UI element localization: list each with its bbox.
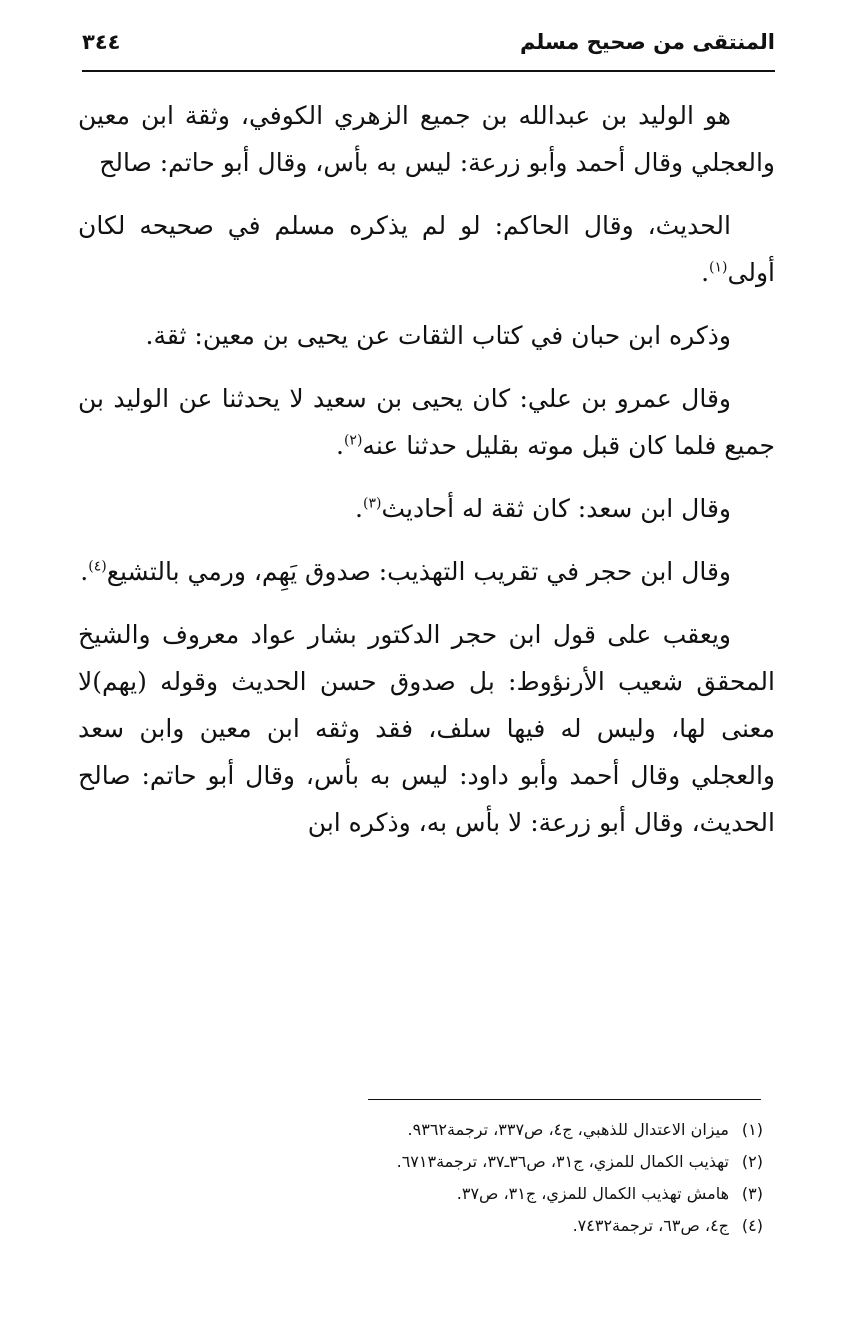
paragraph-end: . [355, 494, 363, 523]
page-header [82, 28, 775, 72]
paragraph-2 [78, 202, 775, 296]
paragraph-7 [78, 611, 775, 846]
paragraph-end: . [701, 258, 710, 287]
paragraph-5 [78, 485, 775, 532]
paragraph-text: هو الوليد بن عبدالله بن جميع الزهري الكوفي، وثقة ابن معين والعجلي وقال أحمد وأبو زرعة: ليس به بأس، وقال أبو حاتم: صالح [78, 101, 775, 177]
page-number: ٣٤٤ [82, 30, 121, 54]
paragraph-text: وقال ابن سعد: كان ثقة له أحاديث [381, 494, 731, 523]
footnote-text: ميزان الاعتدال للذهبي، ج٤، ص٣٣٧، ترجمة٩٣٦٢. [407, 1120, 729, 1139]
paragraph-end: . [80, 557, 89, 586]
running-title: المنتقى من صحيح مسلم [519, 30, 775, 54]
footnote-1 [163, 1114, 763, 1146]
paragraph-end: . [336, 431, 344, 460]
paragraph-text: وقال عمرو بن علي: كان يحيى بن سعيد لا يحدثنا عن الوليد بن جميع فلما كان قبل موته بقليل حدثنا عنه [78, 384, 775, 460]
footnote-number: (٣) [741, 1184, 763, 1203]
footnote-divider [368, 1099, 761, 1100]
footnote-ref[interactable]: (١) [709, 259, 728, 276]
paragraph-text: وذكره ابن حبان في كتاب الثقات عن يحيى بن معين: ثقة. [145, 321, 731, 350]
paragraph-1 [78, 92, 775, 186]
footnote-ref[interactable]: (٣) [362, 495, 382, 512]
footnote-2 [163, 1146, 763, 1178]
footnote-number: (٤) [741, 1216, 763, 1235]
footnote-4 [163, 1210, 763, 1242]
footnote-ref[interactable]: (٢) [343, 432, 363, 449]
footnote-text: تهذيب الكمال للمزي، ج٣١، ص٣٦ـ٣٧، ترجمة٦٧١٣. [396, 1152, 729, 1171]
paragraph-text: الحديث، وقال الحاكم: لو لم يذكره مسلم في صحيحه لكان أولى [78, 211, 775, 287]
paragraph-text: وقال ابن حجر في تقريب التهذيب: صدوق يَهِم، ورمي بالتشيع [106, 557, 731, 586]
footnote-number: (٢) [741, 1152, 763, 1171]
footnotes [163, 1114, 763, 1242]
footnote-text: هامش تهذيب الكمال للمزي، ج٣١، ص٣٧. [456, 1184, 729, 1203]
paragraph-3 [78, 312, 775, 359]
paragraph-4 [78, 375, 775, 469]
footnote-text: ج٤، ص٦٣، ترجمة٧٤٣٢. [572, 1216, 729, 1235]
footnote-ref[interactable]: (٤) [88, 558, 107, 575]
footnote-3 [163, 1178, 763, 1210]
paragraph-6 [78, 548, 775, 595]
main-text [78, 92, 775, 862]
footnote-number: (١) [741, 1120, 763, 1139]
paragraph-text: ويعقب على قول ابن حجر الدكتور بشار عواد معروف والشيخ المحقق شعيب الأرنؤوط: بل صدوق حسن الحديث وقوله (يهم)لا معنى لها، وليس له فيها سلف، فقد وثقه ابن معين وابن سعد والعجلي وقال أحمد وأبو داود: ليس به بأس، وقال أبو حاتم: صالح الحديث، وقال أبو زرعة: لا بأس به، وذكره ابن [78, 620, 775, 837]
